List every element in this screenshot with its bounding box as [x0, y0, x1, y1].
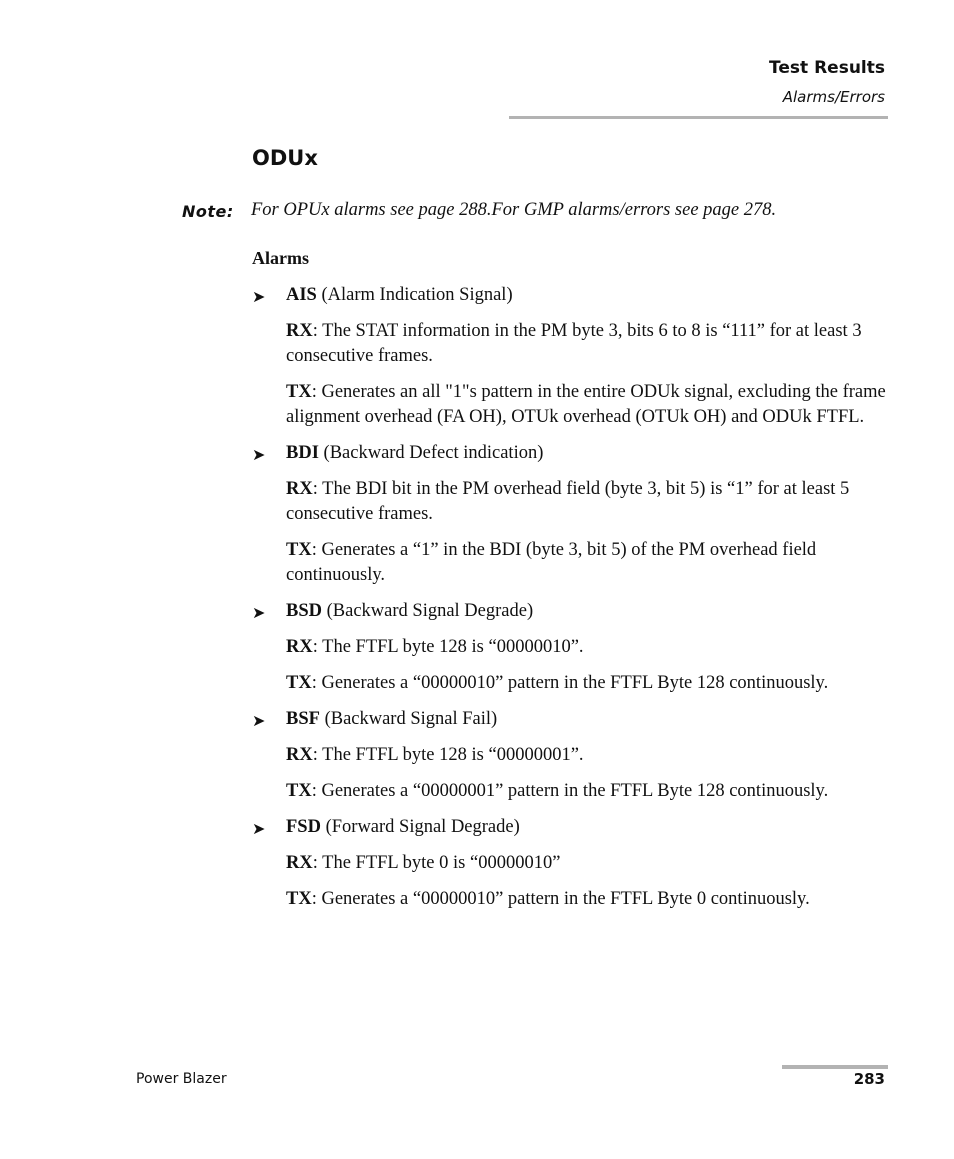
rx-label: RX	[286, 853, 313, 873]
note-text: For OPUx alarms see page 288.For GMP alarms/errors see page 278.	[251, 200, 777, 220]
tx-description	[286, 779, 892, 804]
rx-text: : The FTFL byte 128 is “00000001”.	[312, 745, 584, 765]
rx-description	[286, 851, 892, 876]
alarm-code: FSD	[286, 817, 321, 837]
alarm-code: BSD	[286, 601, 322, 621]
rx-label: RX	[286, 321, 313, 341]
tx-description	[286, 887, 892, 912]
arrow-bullet-icon: ➤	[252, 445, 266, 464]
note-label: Note:	[182, 202, 234, 221]
alarm-list	[252, 283, 892, 923]
alarm-title-line	[252, 441, 892, 466]
tx-label: TX	[286, 540, 312, 560]
section-title: ODUx	[252, 146, 318, 170]
alarm-title-line	[252, 283, 892, 308]
rx-description	[286, 635, 892, 660]
rx-label: RX	[286, 745, 313, 765]
arrow-bullet-icon: ➤	[252, 287, 266, 306]
alarm-name: (Backward Defect indication)	[323, 443, 544, 463]
tx-text: : Generates a “1” in the BDI (byte 3, bit 5) of the PM overhead field continuously.	[286, 540, 817, 585]
tx-description	[286, 380, 892, 430]
alarm-code: BSF	[286, 709, 320, 729]
alarm-name: (Alarm Indication Signal)	[321, 285, 513, 305]
rx-description	[286, 743, 892, 768]
alarm-item-fsd	[252, 815, 892, 912]
rx-description	[286, 319, 892, 369]
tx-text: : Generates an all "1"s pattern in the entire ODUk signal, excluding the frame alignment overhead (FA OH), OTUk overhead (OTUk OH) and ODUk FTFL.	[286, 382, 886, 427]
alarm-code: AIS	[286, 285, 317, 305]
alarms-heading: Alarms	[252, 248, 309, 268]
rx-text: : The BDI bit in the PM overhead field (byte 3, bit 5) is “1” for at least 5 consecutive frames.	[286, 479, 850, 524]
rx-label: RX	[286, 637, 313, 657]
alarm-title-line	[252, 815, 892, 840]
rx-label: RX	[286, 479, 313, 499]
header-rule	[509, 116, 888, 119]
tx-description	[286, 538, 892, 588]
rx-text: : The STAT information in the PM byte 3, bits 6 to 8 is “111” for at least 3 consecutive frames.	[286, 321, 862, 366]
page-number: 283	[853, 1070, 885, 1088]
alarm-name: (Forward Signal Degrade)	[325, 817, 520, 837]
alarm-item-bsf	[252, 707, 892, 804]
alarm-item-ais	[252, 283, 892, 430]
alarm-name: (Backward Signal Fail)	[324, 709, 498, 729]
alarm-item-bsd	[252, 599, 892, 696]
tx-text: : Generates a “00000010” pattern in the FTFL Byte 128 continuously.	[311, 673, 829, 693]
alarm-name: (Backward Signal Degrade)	[326, 601, 534, 621]
running-header-title: Test Results	[769, 58, 885, 78]
footer-rule	[782, 1065, 888, 1069]
rx-description	[286, 477, 892, 527]
arrow-bullet-icon: ➤	[252, 603, 266, 622]
arrow-bullet-icon: ➤	[252, 819, 266, 838]
rx-text: : The FTFL byte 128 is “00000010”.	[312, 637, 584, 657]
tx-text: : Generates a “00000010” pattern in the FTFL Byte 0 continuously.	[311, 889, 810, 909]
footer-product-name: Power Blazer	[136, 1071, 227, 1087]
tx-label: TX	[286, 673, 312, 693]
arrow-bullet-icon: ➤	[252, 711, 266, 730]
running-header-subtitle: Alarms/Errors	[782, 88, 885, 106]
alarm-title-line	[252, 707, 892, 732]
tx-description	[286, 671, 892, 696]
alarm-item-bdi	[252, 441, 892, 588]
tx-label: TX	[286, 889, 312, 909]
tx-label: TX	[286, 781, 312, 801]
rx-text: : The FTFL byte 0 is “00000010”	[312, 853, 561, 873]
alarm-code: BDI	[286, 443, 319, 463]
tx-text: : Generates a “00000001” pattern in the FTFL Byte 128 continuously.	[311, 781, 829, 801]
tx-label: TX	[286, 382, 312, 402]
alarm-title-line	[252, 599, 892, 624]
